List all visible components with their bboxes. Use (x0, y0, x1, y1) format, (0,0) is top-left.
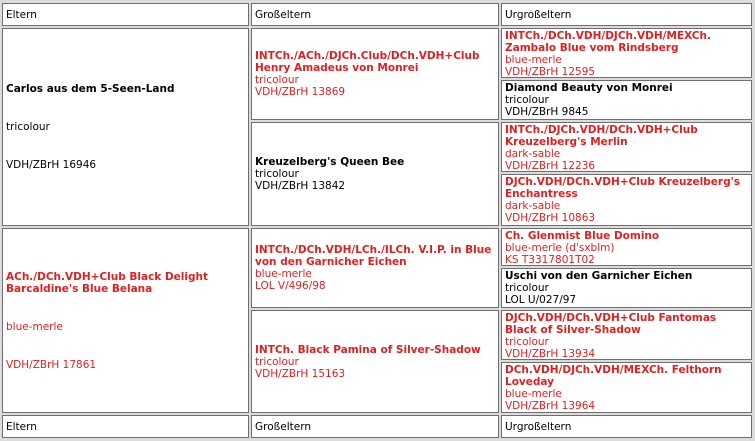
dog-name: Kreuzelberg's Queen Bee (255, 156, 405, 168)
dog-registration: VDH/ZBrH 10863 (505, 212, 596, 224)
dog-name: Ch. Glenmist Blue Domino (505, 230, 660, 242)
dog-name: Uschi von den Garnicher Eichen (505, 270, 693, 282)
dog-color: tricolour (255, 168, 299, 180)
dog-color: tricolour (505, 94, 549, 106)
dog-color: blue-merle (255, 268, 312, 280)
dog-registration: VDH/ZBrH 13842 (255, 180, 346, 192)
dog-color: tricolour (255, 74, 299, 86)
grandparent-4 (251, 310, 499, 413)
great-grandparent-1 (501, 28, 752, 78)
dog-registration: VDH/ZBrH 9845 (505, 106, 589, 118)
dog-registration: VDH/ZBrH 13869 (255, 86, 346, 98)
dog-name: DCh.VDH/DJCh.VDH/MEXCh. Felthorn Loveday (505, 364, 722, 388)
dog-registration: VDH/ZBrH 17861 (6, 358, 97, 371)
great-grandparent-8 (501, 362, 752, 413)
great-grandparent-4 (501, 174, 752, 226)
footer-grosseltern: Großeltern (251, 415, 499, 438)
grandparent-3 (251, 228, 499, 308)
great-grandparent-6 (501, 268, 752, 308)
dog-color: dark-sable (505, 148, 561, 160)
great-grandparent-5 (501, 228, 752, 266)
dog-color: tricolour (6, 121, 50, 133)
dog-name: Diamond Beauty von Monrei (505, 82, 673, 94)
dog-color: tricolour (255, 355, 299, 368)
dog-registration: VDH/ZBrH 12595 (505, 66, 596, 78)
dog-color: blue-merle (6, 320, 63, 333)
grandparent-2 (251, 122, 499, 226)
dog-registration: VDH/ZBrH 16946 (6, 159, 97, 171)
dog-name: INTCh./DJCh.VDH/DCh.VDH+Club Kreuzelberg's Merlin (505, 124, 698, 148)
dog-registration: VDH/ZBrH 13934 (505, 348, 596, 360)
dog-registration: VDH/ZBrH 13964 (505, 400, 596, 412)
dog-color: tricolour (505, 282, 549, 294)
dog-name: DJCh.VDH/DCh.VDH+Club Kreuzelberg's Enchantress (505, 176, 741, 200)
dog-registration: LOL U/027/97 (505, 294, 577, 306)
header-eltern: Eltern (2, 3, 249, 26)
dog-name: DJCh.VDH/DCh.VDH+Club Fantomas Black of Silver-Shadow (505, 312, 717, 336)
parent-sire (2, 28, 249, 226)
dog-name: Carlos aus dem 5-Seen-Land (6, 83, 175, 95)
dog-name: INTCh. Black Pamina of Silver-Shadow (255, 343, 481, 356)
great-grandparent-7 (501, 310, 752, 360)
dog-registration: KS T3317801T02 (505, 254, 595, 266)
dog-registration: VDH/ZBrH 15163 (255, 367, 346, 380)
parent-dam (2, 228, 249, 413)
header-grosseltern: Großeltern (251, 3, 499, 26)
great-grandparent-2 (501, 80, 752, 120)
dog-name: INTCh./DCh.VDH/DJCh.VDH/MEXCh. Zambalo Blue vom Rindsberg (505, 30, 711, 54)
dog-color: blue-merle (d'sxblm) (505, 242, 615, 254)
dog-name: ACh./DCh.VDH+Club Black Delight Barcaldine's Blue Belana (6, 270, 208, 295)
grandparent-1 (251, 28, 499, 120)
dog-color: tricolour (505, 336, 549, 348)
footer-urgrosseltern: Urgroßeltern (501, 415, 752, 438)
dog-color: blue-merle (505, 54, 562, 66)
dog-registration: LOL V/496/98 (255, 280, 326, 292)
dog-color: dark-sable (505, 200, 561, 212)
dog-registration: VDH/ZBrH 12236 (505, 160, 596, 172)
great-grandparent-3 (501, 122, 752, 172)
header-urgrosseltern: Urgroßeltern (501, 3, 752, 26)
dog-color: blue-merle (505, 388, 562, 400)
footer-eltern: Eltern (2, 415, 249, 438)
dog-name: INTCh./DCh.VDH/LCh./ILCh. V.I.P. in Blue von den Garnicher Eichen (255, 244, 492, 268)
dog-name: INTCh./ACh./DJCh.Club/DCh.VDH+Club Henry Amadeus von Monrei (255, 50, 480, 74)
